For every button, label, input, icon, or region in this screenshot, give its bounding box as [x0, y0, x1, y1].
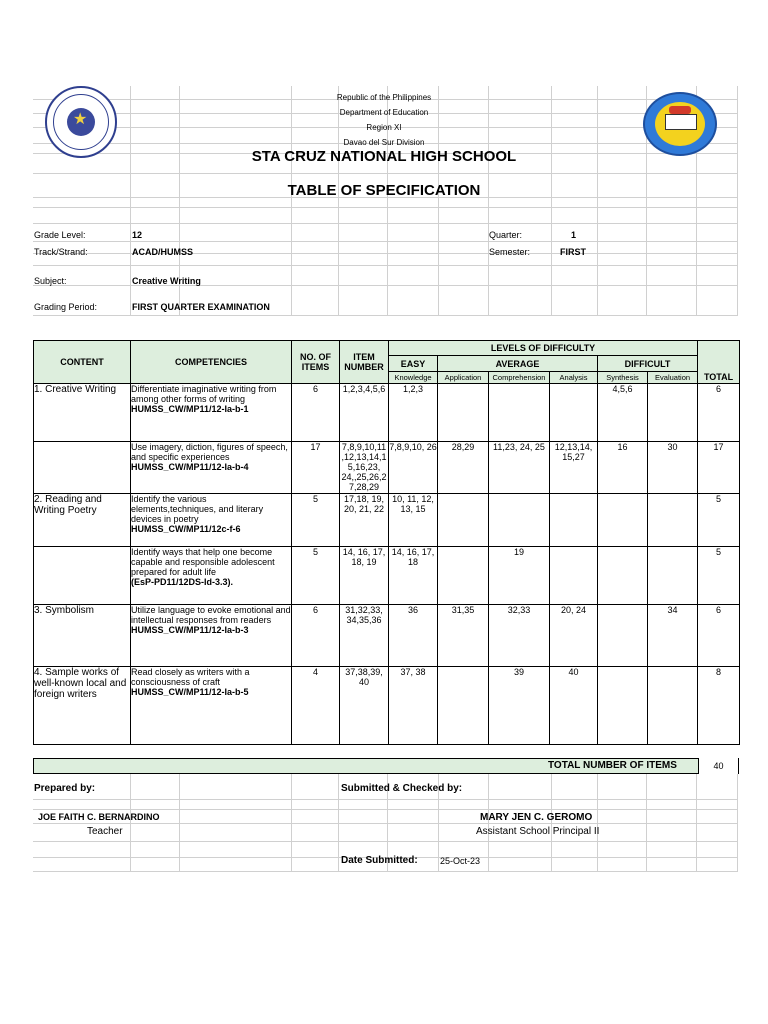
table-row [34, 667, 740, 745]
total-items-value: 40 [698, 758, 738, 774]
analysis-cell [550, 384, 598, 442]
competency-code: HUMSS_CW/MP11/12-Ia-b-5 [131, 687, 249, 697]
itemnum-cell: 14, 16, 17, 18, 19 [340, 547, 389, 605]
total-cell: 6 [698, 384, 740, 442]
header-levels: LEVELS OF DIFFICULTY [389, 341, 698, 356]
grid-cell [697, 774, 738, 800]
grid-cell [292, 810, 339, 824]
grid-cell [292, 242, 339, 254]
grading-period-value: FIRST QUARTER EXAMINATION [132, 302, 270, 312]
grid-cell [33, 198, 131, 208]
grid-cell [489, 266, 552, 286]
competency-cell [131, 605, 292, 667]
track-label: Track/Strand: [34, 247, 88, 257]
grid-cell [598, 208, 647, 224]
evaluation-cell [648, 494, 698, 547]
grid-cell [292, 800, 339, 810]
semester-value: FIRST [560, 247, 586, 257]
grid-cell [697, 858, 738, 872]
no-cell: 4 [292, 667, 340, 745]
application-cell [438, 494, 489, 547]
grid-cell [439, 198, 489, 208]
competency-cell [131, 442, 292, 494]
preparer-role: Teacher [87, 826, 123, 837]
comprehension-cell [489, 494, 550, 547]
track-value: ACAD/HUMSS [132, 247, 194, 257]
header-difficult: DIFFICULT [598, 356, 698, 372]
application-cell [438, 547, 489, 605]
grid-cell [552, 774, 598, 800]
grid-cell [292, 224, 339, 242]
subject-value: Creative Writing [132, 276, 201, 286]
grid-cell [339, 208, 388, 224]
itemnum-cell: 7,8,9,10,11 ,12,13,14,1 5,16,23, 24,,25,26,2 7,28,29 [341, 442, 387, 492]
grid-cell [647, 800, 697, 810]
header-division: Davao del Sur Division [343, 138, 425, 147]
grid-cell [131, 198, 180, 208]
grid-cell [489, 842, 552, 858]
grading-period-label: Grading Period: [34, 302, 98, 312]
content-cell: 3. Symbolism [34, 605, 131, 667]
grid-cell [388, 810, 439, 824]
grid-cell [439, 242, 489, 254]
grade-level-label: Grade Level: [34, 230, 86, 240]
competency-code: HUMSS_CW/MP11/12-Ia-b-3 [131, 625, 249, 635]
grid-cell [388, 824, 439, 842]
header-department: Department of Education [339, 108, 429, 117]
grid-cell [339, 810, 388, 824]
grid-cell [489, 208, 552, 224]
grid-cell [180, 242, 292, 254]
grid-cell [647, 858, 697, 872]
grid-cell [647, 286, 697, 316]
grid-cell [697, 824, 738, 842]
grid-cell [339, 198, 388, 208]
grid-cell [180, 208, 292, 224]
analysis-cell: 12,13,14, 15,27 [550, 442, 598, 494]
content-cell: 4. Sample works of well-known local and foreign writers [34, 667, 131, 745]
grid-cell [552, 198, 598, 208]
knowledge-cell: 1,2,3 [389, 384, 438, 442]
quarter-value: 1 [571, 230, 577, 240]
itemnum-cell: 17,18, 19, 20, 21, 22 [340, 494, 389, 547]
table-row [34, 605, 740, 667]
grid-cell [339, 824, 388, 842]
competency-cell [131, 547, 292, 605]
grid-cell [552, 858, 598, 872]
application-cell: 31,35 [438, 605, 489, 667]
grid-cell [598, 810, 647, 824]
header-competencies: COMPETENCIES [131, 341, 292, 384]
content-cell: 1. Creative Writing [34, 384, 131, 442]
table-row [34, 494, 740, 547]
grid-cell [647, 810, 697, 824]
analysis-cell: 40 [550, 667, 598, 745]
grid-cell [292, 208, 339, 224]
grid-cell [697, 800, 738, 810]
content-cell [34, 442, 131, 494]
grid-cell [598, 198, 647, 208]
knowledge-cell: 7,8,9,10, 26 [389, 442, 438, 494]
submitted-by-label: Submitted & Checked by: [341, 783, 463, 794]
competency-text: Identify ways that help one become capable and responsible adolescent prepared for adult life [131, 547, 275, 577]
grid-cell [131, 824, 180, 842]
competency-text: Read closely as writers with a consciousness of craft [131, 667, 250, 687]
grid-cell [388, 266, 439, 286]
knowledge-cell: 37, 38 [389, 667, 438, 745]
grid-cell [647, 842, 697, 858]
grid-cell [439, 208, 489, 224]
competency-code: HUMSS_CW/MP11/12c-f-6 [131, 524, 241, 534]
itemnum-cell: 31,32,33, 34,35,36 [340, 605, 389, 667]
grid-cell [339, 286, 388, 316]
itemnum-cell: 37,38,39, 40 [340, 667, 389, 745]
total-items-label: TOTAL NUMBER OF ITEMS [548, 760, 677, 771]
grid-cell [33, 858, 131, 872]
comprehension-cell: 11,23, 24, 25 [489, 442, 550, 494]
grid-cell [180, 824, 292, 842]
grid-cell [647, 266, 697, 286]
grid-cell [598, 286, 647, 316]
analysis-cell [550, 547, 598, 605]
grid-cell [292, 824, 339, 842]
header-application: Application [438, 372, 489, 384]
application-cell [438, 384, 489, 442]
header-comprehension: Comprehension [489, 372, 550, 384]
evaluation-cell: 34 [648, 605, 698, 667]
grid-cell [292, 858, 339, 872]
prepared-by-label: Prepared by: [34, 783, 96, 794]
grid-cell [292, 198, 339, 208]
analysis-cell [550, 494, 598, 547]
total-cell: 5 [698, 547, 740, 605]
content-cell [34, 547, 131, 605]
grid-cell [697, 254, 738, 266]
date-submitted-label: Date Submitted: [341, 855, 418, 866]
header-average: AVERAGE [438, 356, 598, 372]
grid-cell [598, 842, 647, 858]
analysis-cell: 20, 24 [550, 605, 598, 667]
grid-cell [598, 224, 647, 242]
grid-cell [292, 286, 339, 316]
grid-cell [292, 266, 339, 286]
grid-cell [339, 266, 388, 286]
grid-cell [180, 198, 292, 208]
no-cell: 5 [292, 494, 340, 547]
synthesis-cell [598, 547, 648, 605]
grid-cell [388, 208, 439, 224]
grid-cell [439, 224, 489, 242]
quarter-label: Quarter: [489, 230, 523, 240]
comprehension-cell: 19 [489, 547, 550, 605]
grid-cell [292, 254, 339, 266]
subject-label: Subject: [34, 276, 67, 286]
grid-cell [180, 254, 292, 266]
total-cell: 6 [698, 605, 740, 667]
competency-cell [131, 384, 292, 442]
document-title: TABLE OF SPECIFICATION [287, 182, 481, 199]
competency-code: HUMSS_CW/MP11/12-Ia-b-1 [131, 404, 249, 414]
grade-level-value: 12 [132, 230, 143, 240]
synthesis-cell: 16 [598, 442, 648, 494]
grid-cell [697, 842, 738, 858]
total-cell: 17 [698, 442, 740, 494]
grid-cell [439, 286, 489, 316]
grid-cell [647, 224, 697, 242]
itemnum-cell: 1,2,3,4,5,6 [340, 384, 389, 442]
grid-cell [697, 224, 738, 242]
date-submitted-value: 25-Oct-23 [440, 856, 481, 866]
total-cell: 8 [698, 667, 740, 745]
knowledge-cell: 14, 16, 17, 18 [389, 547, 438, 605]
grid-cell [598, 800, 647, 810]
grid-cell [388, 224, 439, 242]
application-cell [438, 667, 489, 745]
grid-cell [489, 858, 552, 872]
grid-cell [292, 774, 339, 800]
grid-cell [647, 774, 697, 800]
no-cell: 17 [292, 442, 340, 494]
competency-text: Utilize language to evoke emotional and intellectual responses from readers [131, 605, 291, 625]
header-synthesis: Synthesis [598, 372, 648, 384]
checker-name: MARY JEN C. GEROMO [480, 812, 593, 823]
grid-cell [598, 858, 647, 872]
grid-cell [647, 198, 697, 208]
application-cell: 28,29 [438, 442, 489, 494]
evaluation-cell [648, 667, 698, 745]
grid-cell [489, 286, 552, 316]
grid-cell [439, 800, 489, 810]
synthesis-cell [598, 494, 648, 547]
grid-cell [180, 800, 292, 810]
grid-cell [180, 224, 292, 242]
specification-table [33, 340, 740, 745]
grid-cell [388, 198, 439, 208]
grid-cell [697, 286, 738, 316]
grid-cell [489, 774, 552, 800]
grid-cell [439, 254, 489, 266]
grid-cell [339, 800, 388, 810]
grid-cell [552, 208, 598, 224]
header-no-items: NO. OF ITEMS [292, 341, 340, 384]
table-row [34, 384, 740, 442]
grid-cell [552, 286, 598, 316]
grid-cell [647, 208, 697, 224]
grid-cell [647, 242, 697, 254]
grid-cell [697, 810, 738, 824]
grid-cell [552, 842, 598, 858]
competency-code: (EsP-PD11/12DS-Id-3.3). [131, 577, 234, 587]
header-total: TOTAL [698, 372, 740, 384]
header-region: Region XI [366, 123, 402, 132]
grid-cell [697, 198, 738, 208]
grid-cell [439, 266, 489, 286]
grid-cell [339, 224, 388, 242]
grid-cell [552, 800, 598, 810]
grid-cell [292, 842, 339, 858]
grid-cell [388, 242, 439, 254]
grid-cell [388, 286, 439, 316]
grid-cell [552, 266, 598, 286]
grid-cell [33, 842, 131, 858]
no-cell: 6 [292, 605, 340, 667]
knowledge-cell: 10, 11, 12, 13, 15 [389, 494, 438, 547]
comprehension-cell: 32,33 [489, 605, 550, 667]
knowledge-cell: 36 [389, 605, 438, 667]
grid-cell [489, 800, 552, 810]
comprehension-cell: 39 [489, 667, 550, 745]
grid-cell [598, 242, 647, 254]
grid-cell [598, 254, 647, 266]
grid-cell [647, 254, 697, 266]
grid-cell [131, 774, 180, 800]
no-cell: 5 [292, 547, 340, 605]
evaluation-cell [648, 384, 698, 442]
header-content: CONTENT [34, 341, 131, 384]
grid-cell [697, 242, 738, 254]
grid-cell [131, 842, 180, 858]
grid-cell [131, 800, 180, 810]
table-row [34, 442, 740, 494]
grid-cell [697, 266, 738, 286]
grid-cell [180, 858, 292, 872]
evaluation-cell: 30 [648, 442, 698, 494]
synthesis-cell [598, 605, 648, 667]
comprehension-cell [489, 384, 550, 442]
grid-cell [647, 824, 697, 842]
grid-cell [388, 254, 439, 266]
no-cell: 6 [292, 384, 340, 442]
content-cell: 2. Reading and Writing Poetry [34, 494, 131, 547]
grid-cell [131, 208, 180, 224]
competency-cell [131, 667, 292, 745]
deped-seal-logo: ★ [45, 86, 117, 158]
header-analysis: Analysis [550, 372, 598, 384]
header-republic: Republic of the Philippines [336, 93, 432, 102]
grid-cell [489, 198, 552, 208]
grid-cell [339, 242, 388, 254]
competency-text: Differentiate imaginative writing from among other forms of writing [131, 384, 277, 404]
header-total-blank [698, 341, 740, 372]
evaluation-cell [648, 547, 698, 605]
header-knowledge: Knowledge [389, 372, 438, 384]
grid-cell [131, 858, 180, 872]
synthesis-cell [598, 667, 648, 745]
grid-cell [598, 824, 647, 842]
competency-code: HUMSS_CW/MP11/12-Ia-b-4 [131, 462, 249, 472]
competency-cell [131, 494, 292, 547]
grid-cell [33, 800, 131, 810]
header-item-number: ITEM NUMBER [340, 341, 389, 384]
grid-cell [388, 800, 439, 810]
grid-cell [339, 254, 388, 266]
grid-cell [180, 810, 292, 824]
total-cell: 5 [698, 494, 740, 547]
grid-cell [180, 842, 292, 858]
competency-text: Use imagery, diction, figures of speech, and specific experiences [131, 442, 288, 462]
header-easy: EASY [389, 356, 438, 372]
school-name: STA CRUZ NATIONAL HIGH SCHOOL [251, 148, 517, 165]
synthesis-cell: 4,5,6 [598, 384, 648, 442]
preparer-name: JOE FAITH C. BERNARDINO [38, 812, 160, 822]
grid-cell [598, 266, 647, 286]
grid-cell [180, 774, 292, 800]
header-evaluation: Evaluation [648, 372, 698, 384]
checker-role: Assistant School Principal II [476, 826, 600, 837]
grid-cell [33, 208, 131, 224]
competency-text: Identify the various elements,techniques, and literary devices in poetry [131, 494, 264, 524]
grid-cell [598, 774, 647, 800]
grid-cell [697, 208, 738, 224]
semester-label: Semester: [489, 247, 531, 257]
table-row [34, 547, 740, 605]
